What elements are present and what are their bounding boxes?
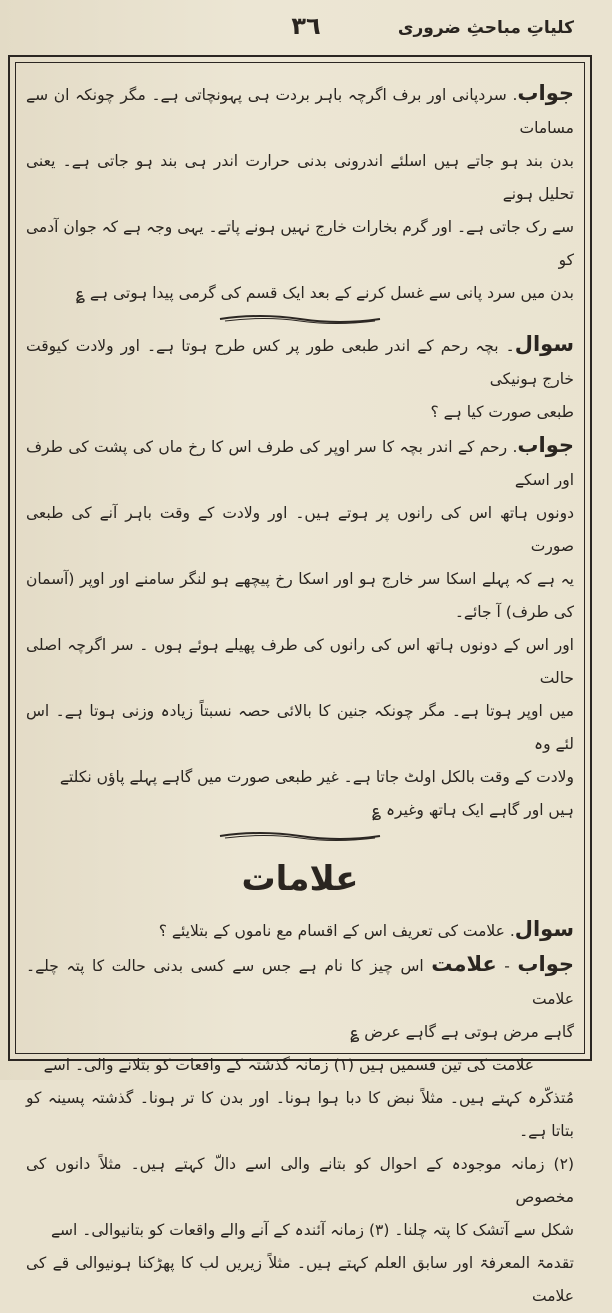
page-header — [20, 6, 592, 46]
text-line: جواب. رحم کے اندر بچہ کا سر اوپر کی طرف اس کا رخ ماں کی پشت کی طرف اور اسکے — [26, 433, 574, 489]
ornament-divider — [26, 310, 574, 328]
answer-label: جواب — [517, 81, 574, 105]
text-line: ہیں اور گاہے ایک ہاتھ وغیرہ ؏ — [371, 801, 574, 819]
text-line: اور اس کے دونوں ہاتھ اس کی رانوں کی طرف پھیلے ہوئے ہوں ۔ سر اگرچہ اصلی حالت — [26, 636, 574, 687]
page-body — [26, 69, 574, 1305]
page-number: ٣٦ — [291, 12, 321, 40]
text-line: بدن بند ہو جاتے ہیں اسلئے اندرونی بدنی حرارت اندر ہی بند ہو جاتی ہے۔ یعنی تحلیل ہونے — [26, 152, 574, 203]
text-line: علامت کی تین قسمیں ہیں (۱) زمانہ گذشتہ کے واقعات کو بتلانے والی۔ اسے — [43, 1056, 534, 1074]
text-line: ولادت کے وقت بالکل اولٹ جاتا ہے۔ غیر طبعی صورت میں گاہے پہلے پاؤں نکلتے — [59, 768, 574, 786]
answer-2 — [26, 429, 574, 827]
text-line: طبعی صورت کیا ہے ؟ — [430, 403, 574, 421]
text-line: بدن میں سرد پانی سے غسل کرنے کے بعد ایک قسم کی گرمی پیدا ہوتی ہے ؏ — [75, 284, 574, 302]
answer-label: جواب — [517, 952, 574, 976]
text-line: مُتذکّرہ کہتے ہیں۔ مثلاً نبض کا دبا ہوا ہونا۔ اور بدن کا تر ہونا۔ گذشتہ پسینہ کو بتاتا ہے۔ — [26, 1089, 574, 1140]
page-border-outer — [8, 55, 592, 1305]
answer-1 — [26, 77, 574, 310]
section-heading: علامات — [241, 859, 359, 899]
text-line: تقدمۃ المعرفۃ اور سابق العلم کہتے ہیں۔ مثلاً زیریں لب کا پھڑکنا ہونیوالی قے کی علامت — [26, 1254, 574, 1305]
text-line: شکل سے آتشک کا پتہ چلنا۔ (۳) زمانہ آئندہ کے آنے والے واقعات کو بتانیوالی۔ اسے — [50, 1221, 574, 1239]
text-line: جواب - علامت اس چیز کا نام ہے جس سے کسی بدنی حالت کا پتہ چلے۔ علامت — [26, 952, 574, 1008]
text-line: سوال. علامت کی تعریف اس کے اقسام مع ناموں کے بتلایئے ؟ — [158, 917, 574, 941]
text-line: گاہے مرض ہوتی ہے گاہے عرض ؏ — [350, 1023, 574, 1041]
question-label: سوال — [514, 917, 574, 941]
text-line: میں اوپر ہوتا ہے۔ مگر چونکہ جنین کا بالائی حصہ نسبتاً زیادہ وزنی ہوتا ہے۔ اس لئے وہ — [26, 702, 574, 753]
text-line: سوال۔ بچہ رحم کے اندر طبعی طور پر کس طرح ہوتا ہے۔ اور ولادت کیوقت خارج ہونیکی — [26, 332, 574, 388]
running-head: کلیاتِ مباحثِ ضروری — [397, 18, 574, 38]
question-label: سوال — [514, 332, 574, 356]
text-line: دونوں ہاتھ اس کی رانوں پر ہوتے ہیں۔ اور ولادت کے وقت باہر آنے کی طبعی صورت — [26, 504, 574, 555]
ornament-divider — [26, 827, 574, 845]
question-2 — [26, 328, 574, 429]
question-3 — [26, 913, 574, 948]
ornament-divider-icon — [215, 312, 385, 326]
types-of-signs-cont — [26, 1082, 574, 1313]
text-line: یہ ہے کہ پہلے اسکا سر خارج ہو اور اسکا رخ پیچھے ہو لنگر سامنے اور اوپر (آسمان کی طرف) آ جائے۔ — [26, 570, 574, 621]
types-of-signs — [26, 1049, 574, 1082]
ornament-divider-icon — [215, 829, 385, 843]
text-line: جواب. سردپانی اور برف اگرچہ باہر بردت ہی پہونچاتی ہے۔ مگر چونکہ ان سے مسامات — [26, 81, 574, 137]
answer-label: جواب — [517, 433, 574, 457]
term-label: علامت — [431, 952, 497, 976]
page-border-inner — [15, 62, 585, 1305]
answer-3 — [26, 948, 574, 1049]
text-line: (۲) زمانہ موجودہ کے احوال کو بتانے والی اسے دالّ کہتے ہیں۔ مثلاً دانوں کی مخصوص — [26, 1155, 574, 1206]
text-line: سے رک جاتی ہے۔ اور گرم بخارات خارج نہیں ہونے پاتے۔ یہی وجہ ہے کہ جوان آدمی کو — [26, 218, 574, 269]
